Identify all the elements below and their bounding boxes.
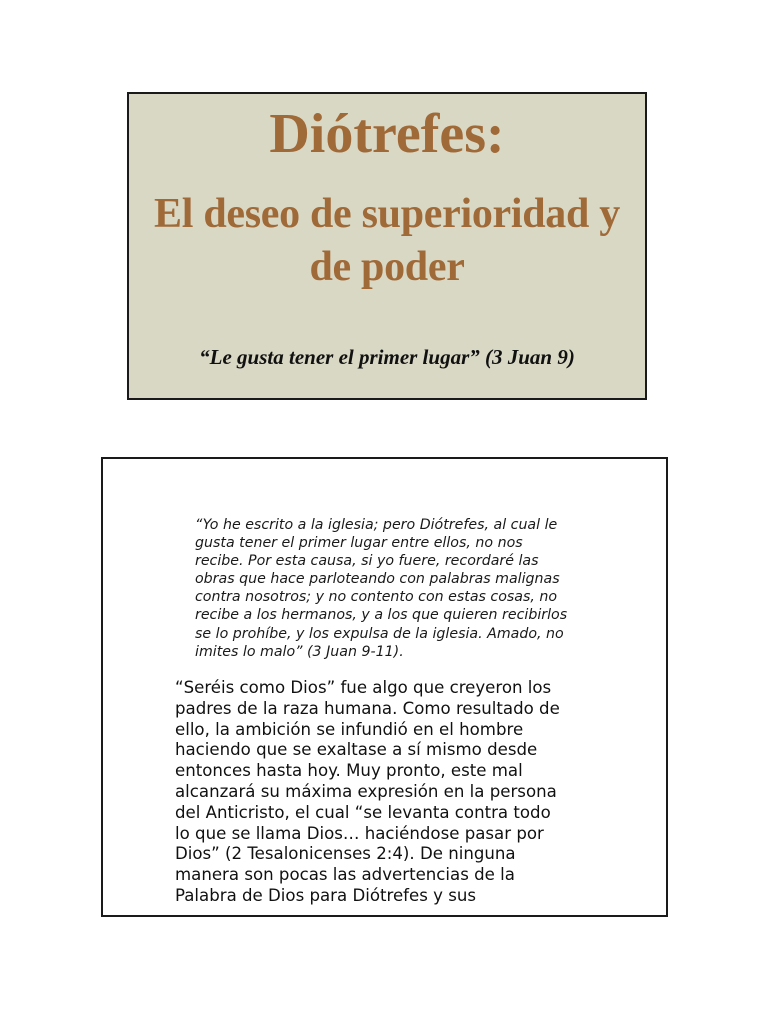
scripture-line: contra nosotros; y no contento con estas cosas, no	[195, 589, 558, 606]
body-line: alcanzará su máxima expresión en la persona	[175, 781, 557, 801]
scripture-line: se lo prohíbe, y los expulsa de la iglesia. Amado, no	[195, 625, 564, 642]
scripture-line: recibe. Por esta causa, si yo fuere, recordaré las	[195, 553, 539, 570]
subtitle-line: de poder	[309, 244, 465, 290]
subtitle-line: El deseo de superioridad y	[154, 191, 620, 237]
body-paragraph	[175, 678, 595, 907]
scripture-line: “Yo he escrito a la iglesia; pero Diótrefes, al cual le	[195, 517, 558, 533]
body-line: padres de la raza humana. Como resultado de	[175, 698, 560, 718]
slide-title: Diótrefes:	[269, 103, 505, 165]
title-slide	[127, 92, 647, 400]
body-line: lo que se llama Dios… haciéndose pasar por	[175, 823, 544, 843]
content-slide	[101, 457, 668, 917]
body-line: haciendo que se exaltase a sí mismo desde	[175, 740, 538, 760]
scripture-line: imites lo malo” (3 Juan 9-11).	[195, 643, 404, 660]
scripture-line: obras que hace parloteando con palabras malignas	[195, 571, 560, 588]
scripture-line: recibe a los hermanos, y a los que quieren recibirlos	[195, 607, 568, 624]
scripture-quote	[195, 516, 595, 661]
body-line: entonces hasta hoy. Muy pronto, este mal	[175, 761, 523, 781]
slide-quote: “Le gusta tener el primer lugar” (3 Juan 9)	[199, 345, 575, 369]
body-line: manera son pocas las advertencias de la	[175, 865, 515, 885]
body-line: Palabra de Dios para Diótrefes y sus	[175, 885, 477, 905]
slide-subtitle	[129, 188, 645, 294]
body-line: ello, la ambición se infundió en el hombre	[175, 719, 524, 739]
body-line: Dios” (2 Tesalonicenses 2:4). De ninguna	[175, 844, 516, 864]
body-line: del Anticristo, el cual “se levanta contra todo	[175, 802, 551, 822]
scripture-line: gusta tener el primer lugar entre ellos, no nos	[195, 535, 523, 552]
body-line: “Seréis como Dios” fue algo que creyeron los	[175, 678, 552, 697]
